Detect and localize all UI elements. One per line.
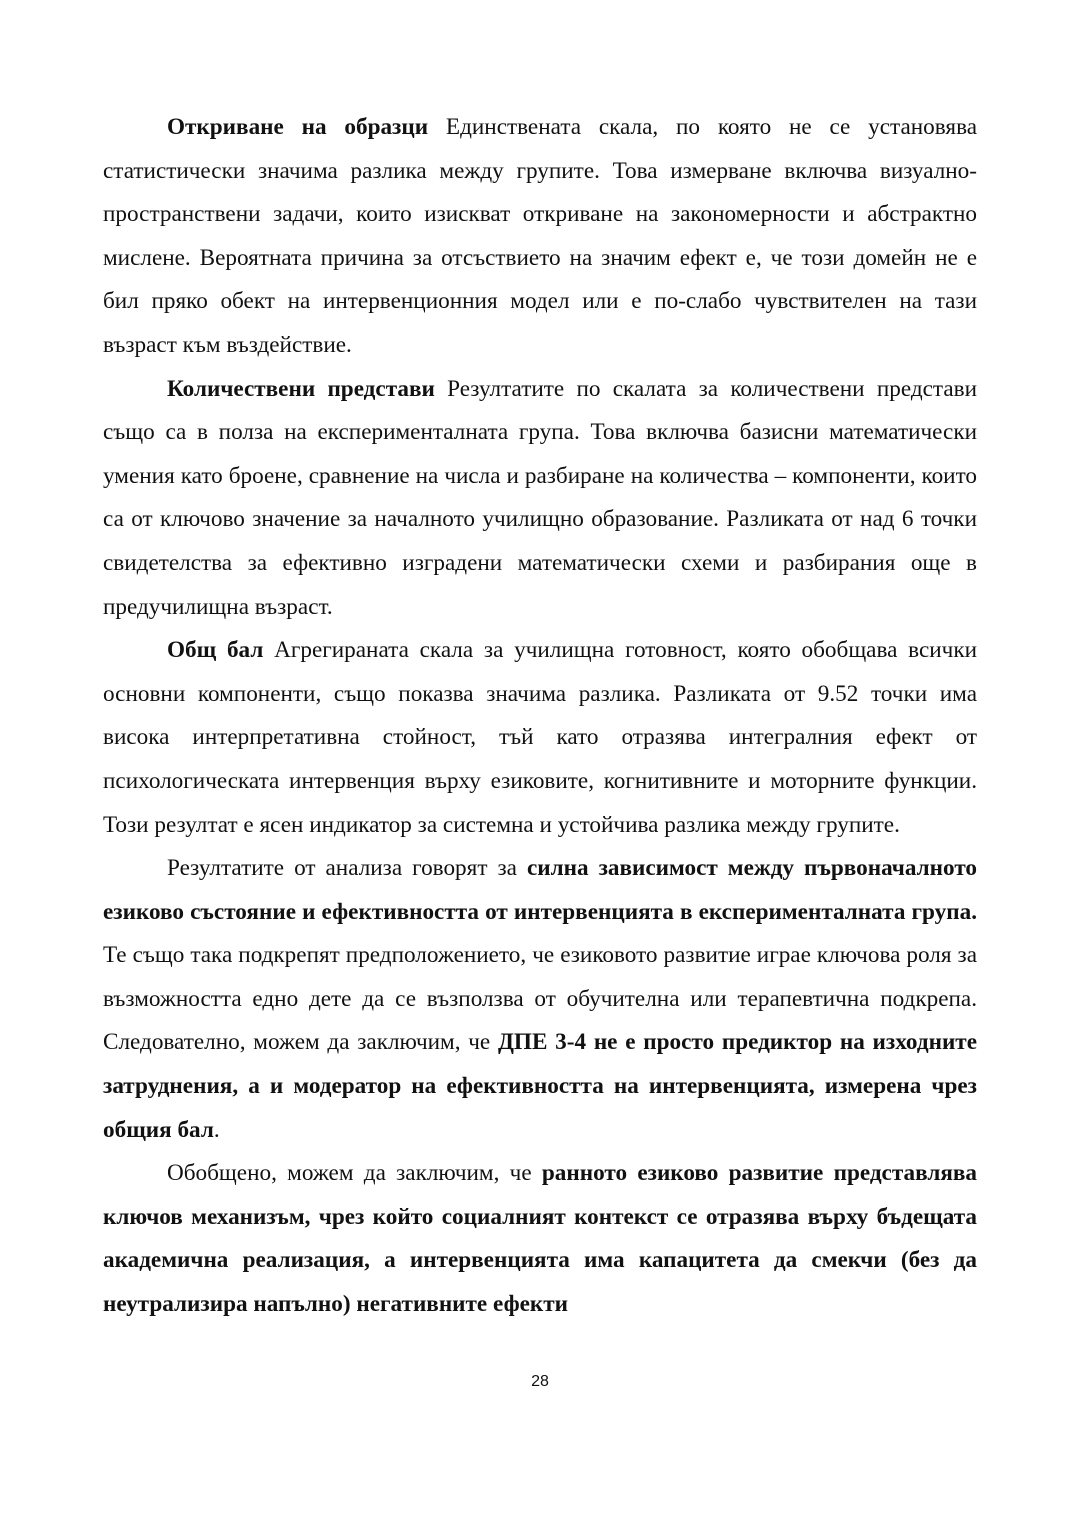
paragraph-text: Единствената скала, по която не се установява статистически значима разлика между групите. Това измерване включва визуално-пространствени задачи, които изискват откриване на закономерности и абстрактно мислене. Вероятната причина за отсъствието на значим ефект е, че този домейн не е бил пряко обект на интервенционния модел или е по-слабо чувствителен на тази възраст към въздействие. [103,114,977,358]
paragraph-heading: Общ бал [167,637,264,664]
emphasis-text: силна зависимост между първоначалното езиково състояние и ефективността от интервенцията в експерименталната група. [103,855,977,925]
paragraph-heading: Откриване на образци [167,114,429,140]
emphasis-text: ранното езиково развитие представлява ключов механизъм, чрез който социалният контекст се отразява върху бъдещата академична реализация, а интервенцията има капацитета да смекчи (без да неутрализира напълно) негативните ефекти [103,1160,978,1318]
paragraph-text: Те също така подкрепят предположението, че езиковото развитие играе ключова роля за възможността едно дете да се възползва от обучителна или терапевтична подкрепа. Следователно, можем да заключим, че [103,942,977,1056]
page-number: 28 [531,1373,549,1390]
paragraph-text: Резултатите от анализа говорят за [167,855,527,882]
paragraph-text: . [213,1116,220,1143]
paragraph-summary [103,1152,977,1326]
paragraph-text: Агрегираната скала за училищна готовност, която обобщава всички основни компоненти, също показва значима разлика. Разликата от 9.52 точки има висока интерпретативна стойност, тъй като отразява интегралния ефект от психологическата интервенция върху езиковите, когнитивните и моторните функции. Този резултат е ясен индикатор за системна и устойчива разлика между групите. [103,637,978,838]
paragraph-text: Обобщено, можем да заключим, че [167,1160,542,1187]
paragraph-pattern-detection [103,106,977,368]
paragraph-quantitative-concepts [103,368,977,630]
paragraph-total-score [103,629,977,847]
paragraph-text: Резултатите по скалата за количествени представи също са в полза на експерименталната група. Това включва базисни математически умения като броене, сравнение на числа и разбиране на количества – компоненти, които са от ключово значение за началното училищно образование. Разликата от над 6 точки свидетелства за ефективно изградени математически схеми и разбирания още в предучилищна възраст. [103,375,977,620]
paragraph-heading: Количествени представи [167,375,435,402]
emphasis-text: ДПЕ 3-4 не е просто предиктор на изходните затруднения, а и модератор на ефективността на интервенцията, измерена чрез общия бал [103,1029,977,1143]
paragraph-analysis-results [103,847,977,1152]
body-text [103,106,977,1327]
